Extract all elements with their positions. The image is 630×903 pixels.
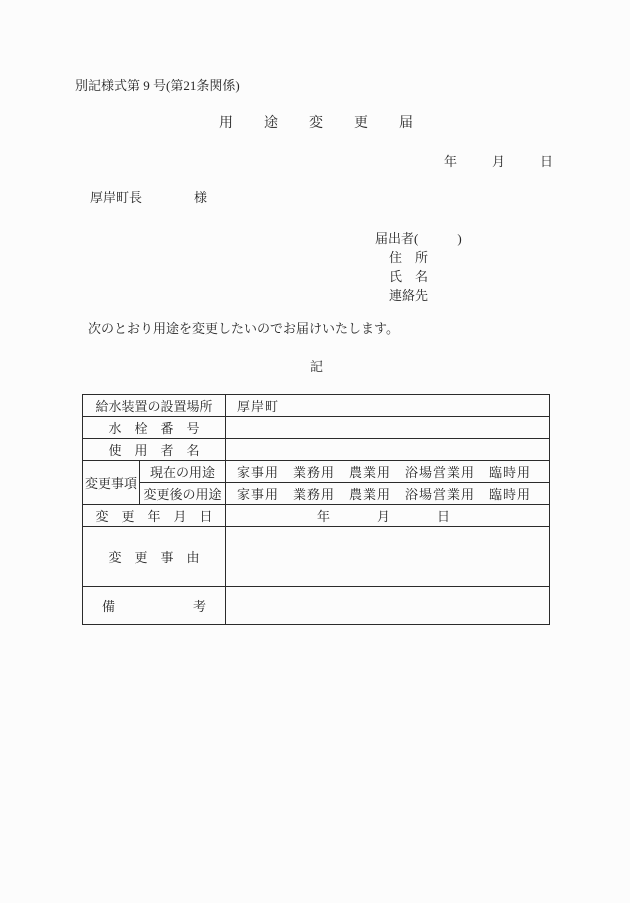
current-use-label: 現在の用途: [140, 461, 226, 483]
user-name-value: [226, 439, 550, 461]
change-reason-label: 変 更 事 由: [83, 527, 226, 587]
date-line: 年 月 日: [444, 154, 557, 169]
form-title: 用 途 変 更 届: [219, 116, 414, 131]
applicant-address-label: 住 所: [389, 250, 429, 265]
change-section-label: 変更事項: [83, 461, 140, 505]
remarks-label: 備 考: [83, 587, 226, 625]
change-date-value: 年 月 日: [226, 505, 550, 527]
current-use-options: 家事用 業務用 農業用 浴場営業用 臨時用: [226, 461, 550, 483]
change-date-label: 変 更 年 月 日: [83, 505, 226, 527]
tap-number-value: [226, 417, 550, 439]
table-row-tap-number: [83, 417, 550, 439]
tap-number-label: 水 栓 番 号: [83, 417, 226, 439]
applicant-contact-label: 連絡先: [389, 288, 429, 303]
table-row-remarks: [83, 587, 550, 625]
addressee-line: 厚岸町長 様: [90, 190, 208, 205]
new-use-options: 家事用 業務用 農業用 浴場営業用 臨時用: [226, 483, 550, 505]
applicant-label: 届出者( ): [375, 231, 462, 246]
table-row-current-use: [83, 461, 550, 483]
body-text: 次のとおり用途を変更したいのでお届けいたします。: [88, 321, 399, 336]
form-table: [82, 394, 550, 625]
remarks-value: [226, 587, 550, 625]
new-use-label: 変更後の用途: [140, 483, 226, 505]
table-row-new-use: [83, 483, 550, 505]
ki-heading: 記: [309, 359, 323, 374]
table-row-change-reason: [83, 527, 550, 587]
table-row-user-name: [83, 439, 550, 461]
form-number: 別記様式第 9 号(第21条関係): [75, 78, 240, 93]
change-reason-value: [226, 527, 550, 587]
location-value: 厚岸町: [226, 395, 550, 417]
location-label: 給水装置の設置場所: [83, 395, 226, 417]
table-row-change-date: [83, 505, 550, 527]
table-row-location: [83, 395, 550, 417]
applicant-name-label: 氏 名: [389, 269, 429, 284]
user-name-label: 使 用 者 名: [83, 439, 226, 461]
